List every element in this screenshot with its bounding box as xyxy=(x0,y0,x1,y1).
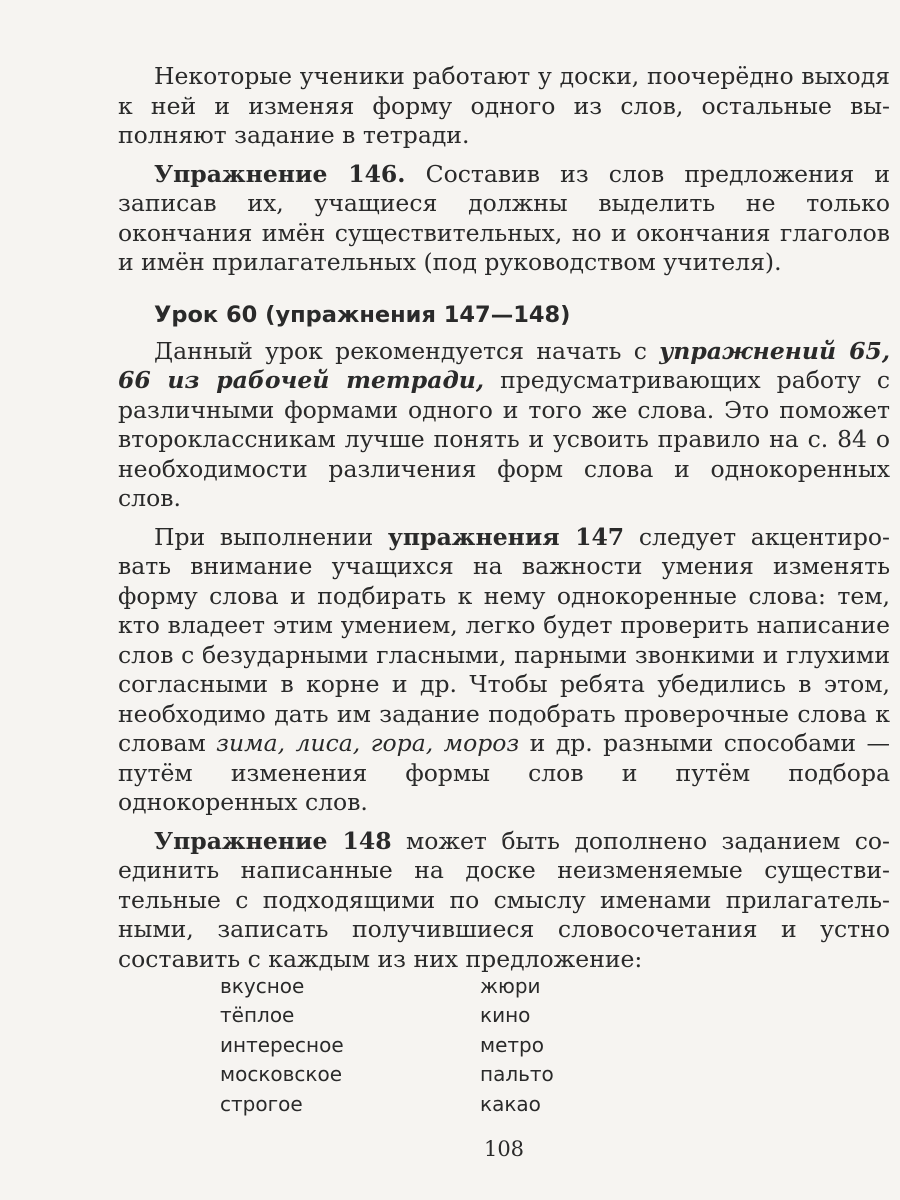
adjective-word: строгое xyxy=(220,1091,303,1116)
word-pair-row xyxy=(220,1031,554,1060)
exercise-146-text: Составив из слов предложения и записав их, учащиеся должны выделить не только окончания имён существительных, но и окончания глаголов и имён прилагательных (под руководством учителя). xyxy=(118,159,890,276)
word-pair-row xyxy=(220,1060,554,1089)
word-pair-row xyxy=(220,972,554,1001)
paragraph-exercise-146 xyxy=(118,160,890,278)
page-content xyxy=(118,62,890,983)
adjective-word: московское xyxy=(220,1062,343,1087)
exercise-148-text: может быть дополнено заданием соединить написанные на доске неизменяемые существительные с подходящими по смыслу именами прилагательными, записать получившиеся словосочетания и устно составить с каждым из них предложение: xyxy=(118,826,890,973)
noun-word: жюри xyxy=(480,974,541,998)
exercise-147-label: упражнения 147 xyxy=(387,522,625,551)
exercise-147-text-1: При выполнении xyxy=(154,522,388,551)
paragraph-lesson-intro xyxy=(118,337,890,514)
exercise-147-text-2: следует акцентировать внимание учащихся на важности умения изменять форму слова и подбирать к нему однокоренные слова: тем, кто владеет этим умением, легко будет проверить написание слов с безударными гласными, парными звонкими и глухими согласными в корне и др. Чтобы ребята убедились в этом, необходимо дать им задание подобрать проверочные слова к словам xyxy=(118,522,890,757)
exercise-147-text-3: и др. разными способами — путём изменения формы слов и путём подбора однокоренных слов. xyxy=(118,729,890,816)
lesson-intro-text-1: Данный урок рекомендуется начать с xyxy=(154,336,660,365)
paragraph-exercise-148 xyxy=(118,827,890,975)
adjective-word: интересное xyxy=(220,1032,344,1057)
page-number: 108 xyxy=(483,1137,525,1161)
noun-word: кино xyxy=(480,1003,531,1028)
lesson-60-heading: Урок 60 (упражнения 147—148) xyxy=(154,301,571,328)
noun-word: какао xyxy=(480,1091,541,1116)
noun-word: пальто xyxy=(480,1062,554,1087)
adjective-word: тёплое xyxy=(220,1003,295,1028)
word-pairs-table xyxy=(220,972,554,1119)
exercise-148-label: Упражнение 148 xyxy=(154,826,392,855)
adjective-word: вкусное xyxy=(220,974,305,998)
noun-word: метро xyxy=(480,1032,544,1057)
example-words: зима, лиса, гора, мороз xyxy=(216,729,520,757)
word-pair-row xyxy=(220,1001,554,1030)
word-pair-row xyxy=(220,1090,554,1119)
paragraph-exercise-147 xyxy=(118,523,890,818)
lesson-intro-text-2: предусматривающих работу с различными формами одного и того же слова. Это поможет второклассникам лучше понять и усвоить правило на с. 84 о необходимости различения форм слова и однокоренных слов. xyxy=(118,366,891,512)
workbook-reference: упражнений 65, 66 из рабочей тетради, xyxy=(118,336,891,394)
paragraph-board-work: Некоторые ученики работают у доски, поочерёдно выходя к ней и изменяя форму одного из слов, остальные выполняют задание в тетради. xyxy=(118,62,890,149)
exercise-146-label: Упражнение 146. xyxy=(154,159,406,188)
